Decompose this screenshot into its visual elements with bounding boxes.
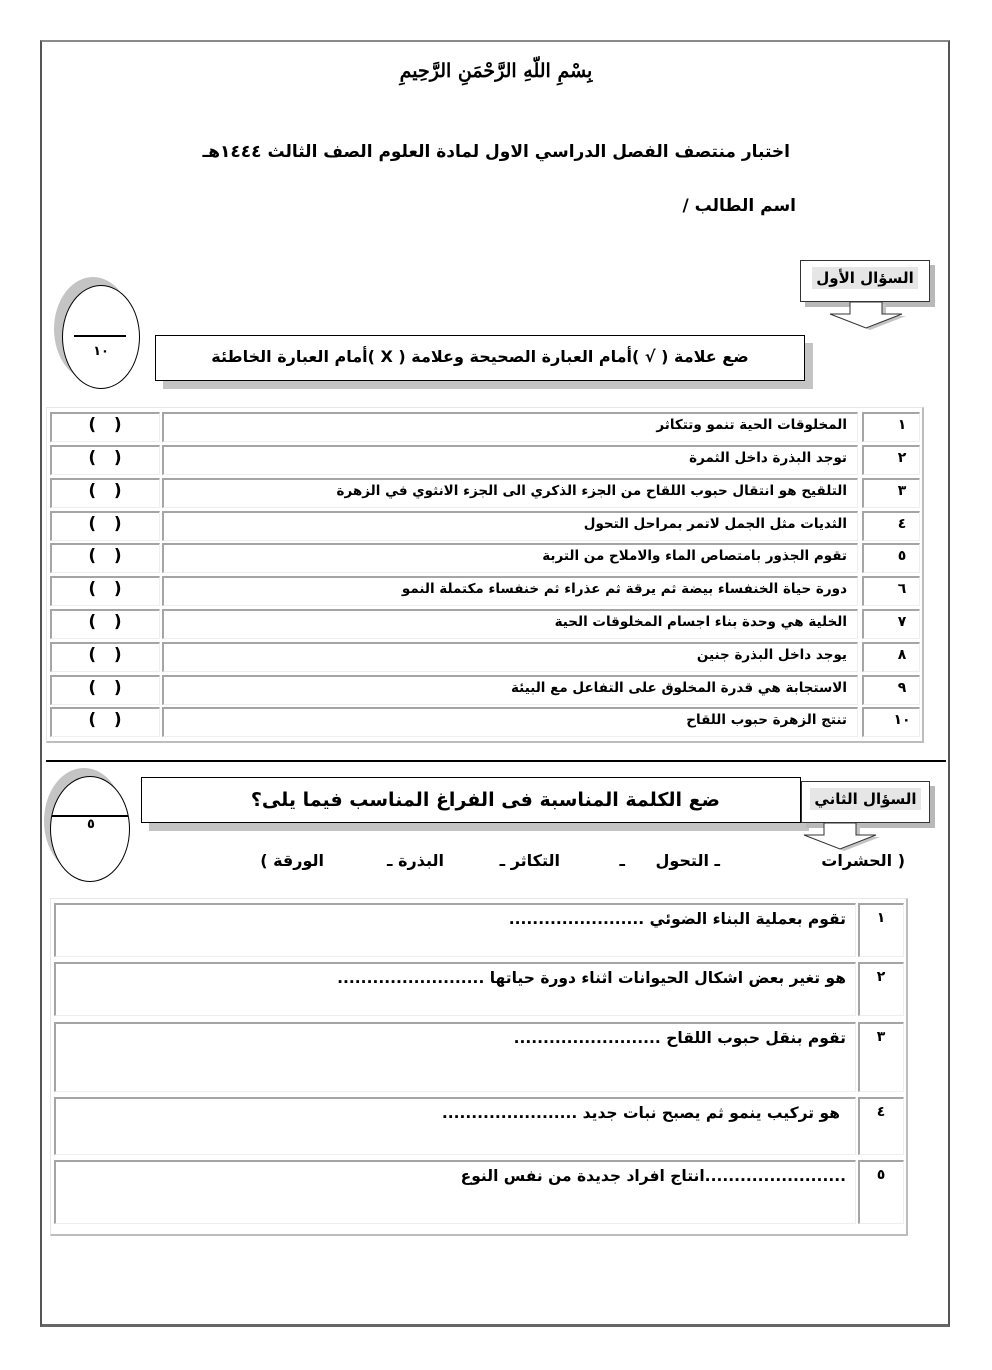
item-number: ١ <box>897 417 907 433</box>
question2-instruction <box>141 777 801 823</box>
answer-blank[interactable]: ( ) <box>88 415 122 435</box>
answer-blank[interactable]: ( ) <box>88 710 122 730</box>
statement-text: المخلوقات الحية تنمو وتتكاثر <box>656 417 847 433</box>
answer-blank[interactable]: ( ) <box>88 579 122 599</box>
word-bank-3: ـ <box>619 851 625 870</box>
question1-label <box>800 260 930 302</box>
item-number: ٨ <box>897 647 907 663</box>
statement-text: الثديات مثل الجمل لاتمر بمراحل التحول <box>583 516 847 532</box>
item-number: ٤ <box>876 1104 886 1120</box>
statement-text: يوجد داخل البذرة جنين <box>696 647 847 663</box>
word-bank-4: التكاثر ـ <box>499 851 560 870</box>
fill-blank-text: هو تغير بعض اشكال الحيوانات اثناء دورة حياتها ......................... <box>337 969 846 987</box>
question1-label-text: السؤال الأول <box>812 267 917 289</box>
arrow-down-icon <box>826 302 916 330</box>
word-bank-1: ( الحشرات <box>821 851 905 870</box>
word-bank-2: ـ التحول <box>655 851 720 870</box>
answer-blank[interactable]: ( ) <box>88 481 122 501</box>
question1-instruction-text: ضع علامة ( √ )أمام العبارة الصحيحة وعلامة ( X )أمام العبارة الخاطئة <box>211 347 749 366</box>
question2-label <box>801 781 930 823</box>
item-number: ١٠ <box>893 712 911 728</box>
fill-blank-text: هو تركيب ينمو ثم يصبح نبات جديد ....................... <box>441 1104 840 1122</box>
question2-instruction-text: ضع الكلمة المناسبة فى الفراغ المناسب فيما يلى؟ <box>250 789 720 811</box>
section-divider <box>46 760 946 762</box>
question1-score-total: ١٠ <box>93 344 109 359</box>
answer-blank[interactable]: ( ) <box>88 514 122 534</box>
statement-text: توجد البذرة داخل الثمرة <box>689 450 847 466</box>
statement-text: الخلية هي وحدة بناء اجسام المخلوقات الحية <box>554 614 847 630</box>
question2-score-total: ٥ <box>87 817 95 832</box>
basmala: بِسْمِ اللّهِ الرَّحْمَنِ الرَّحِيمِ <box>399 60 593 82</box>
fill-blank-text: تقوم بعملية البناء الضوئي ....................... <box>508 910 846 928</box>
question2-label-text: السؤال الثاني <box>810 788 920 810</box>
item-number: ٥ <box>897 548 907 564</box>
item-number: ٢ <box>876 969 886 985</box>
statement-text: الاستجابة هي قدرة المخلوق على التفاعل مع البيئة <box>511 680 847 696</box>
statement-text: تنتج الزهرة حبوب اللقاح <box>686 712 847 728</box>
exam-title: اختبار منتصف الفصل الدراسي الاول لمادة العلوم الصف الثالث ١٤٤٤هـ <box>202 142 790 162</box>
arrow-down-icon <box>800 823 890 851</box>
answer-blank[interactable]: ( ) <box>88 612 122 632</box>
item-number: ٣ <box>897 483 907 499</box>
item-number: ٢ <box>897 450 907 466</box>
answer-blank[interactable]: ( ) <box>88 448 122 468</box>
fill-blank-text: ........................انتاج افراد جديدة من نفس النوع <box>460 1167 846 1185</box>
statement-text: دورة حياة الخنفساء بيضة ثم يرقة ثم عذراء ثم خنفساء مكتملة النمو <box>401 581 847 597</box>
item-number: ١ <box>876 910 886 926</box>
student-name-label: اسم الطالب / <box>682 196 796 216</box>
item-number: ٤ <box>897 516 907 532</box>
item-number: ٦ <box>897 581 907 597</box>
answer-blank[interactable]: ( ) <box>88 678 122 698</box>
item-number: ٣ <box>876 1029 886 1045</box>
word-bank-5: البذرة ـ <box>387 851 444 870</box>
item-number: ٧ <box>897 614 907 630</box>
answer-blank[interactable]: ( ) <box>88 645 122 665</box>
statement-text: التلقيح هو انتقال حبوب اللقاح من الجزء الذكري الى الجزء الانثوي في الزهرة <box>336 483 847 499</box>
word-bank-6: الورقة ) <box>260 851 324 870</box>
fill-blank-text: تقوم بنقل حبوب اللقاح ......................... <box>513 1029 846 1047</box>
statement-text: تقوم الجذور بامتصاص الماء والاملاح من التربة <box>542 548 847 564</box>
item-number: ٩ <box>897 680 907 696</box>
question1-score-oval <box>62 285 140 389</box>
score-divider-line <box>74 335 126 337</box>
question1-instruction <box>155 335 805 381</box>
item-number: ٥ <box>876 1167 886 1183</box>
answer-blank[interactable]: ( ) <box>88 546 122 566</box>
